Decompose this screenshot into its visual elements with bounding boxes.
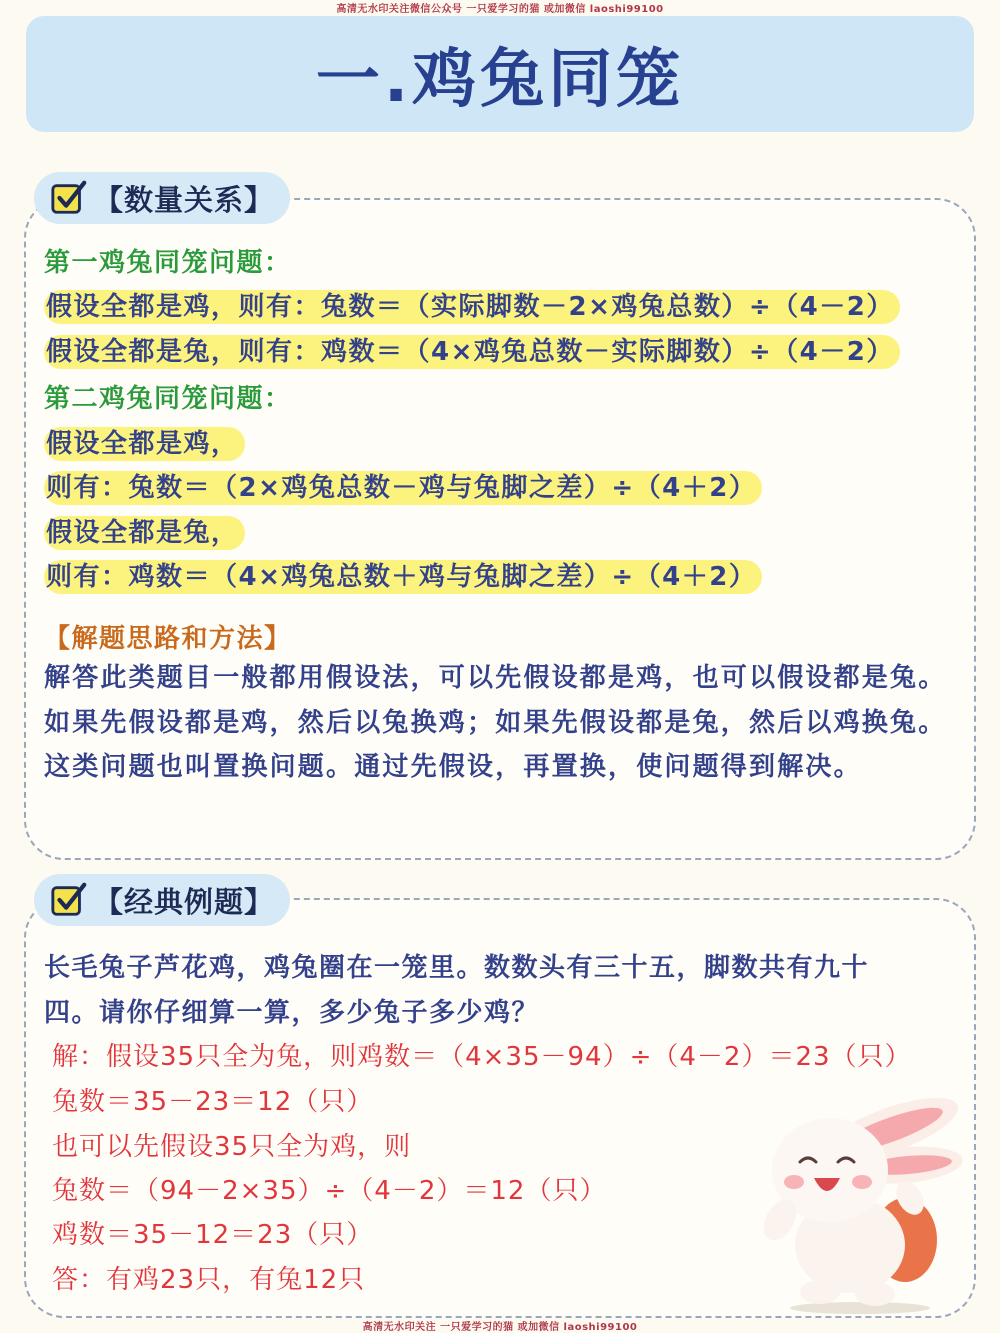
solution-line: 也可以先假设35只全为鸡，则 xyxy=(52,1132,412,1162)
heading-second-problem: 第二鸡兔同笼问题： xyxy=(44,384,292,414)
formula-second-rabbit: 则有：鸡数＝（4×鸡兔总数＋鸡与兔脚之差）÷（4＋2） xyxy=(44,560,762,594)
page-title: 一.鸡兔同笼 xyxy=(315,43,685,117)
checkbox-check-icon xyxy=(50,881,88,919)
watermark-bottom: 高清无水印关注 一只爱学习的猫 或加微信 laoshi99100 xyxy=(362,1322,638,1333)
answer-line: 答：有鸡23只，有兔12只 xyxy=(52,1265,366,1295)
method-heading: 【解题思路和方法】 xyxy=(44,624,292,654)
section-tag-label: 【数量关系】 xyxy=(94,182,275,217)
solution-line: 兔数＝35－23＝12（只） xyxy=(52,1087,374,1117)
solution-line: 解：假设35只全为兔，则鸡数＝（4×35－94）÷（4－2）＝23（只） xyxy=(52,1042,912,1072)
method-paragraph: 解答此类题目一般都用假设法，可以先假设都是鸡，也可以假设都是兔。如果先假设都是鸡，然后以兔换鸡；如果先假设都是兔，然后以鸡换兔。这类问题也叫置换问题。通过先假设，再置换，使问题得到解决。 xyxy=(44,663,947,782)
solution-line: 鸡数＝35－12＝23（只） xyxy=(52,1220,374,1250)
formula-second-chicken: 则有：兔数＝（2×鸡兔总数－鸡与兔脚之差）÷（4＋2） xyxy=(44,471,762,505)
formula-assume-rabbit: 假设全都是兔，则有：鸡数＝（4×鸡兔总数－实际脚数）÷（4－2） xyxy=(44,335,900,369)
heading-first-problem: 第一鸡兔同笼问题： xyxy=(44,248,292,278)
assume-rabbit-text: 假设全都是兔， xyxy=(44,516,245,550)
assume-chicken-text: 假设全都是鸡， xyxy=(44,427,245,461)
title-banner xyxy=(26,16,974,132)
checkbox-check-icon xyxy=(50,179,88,217)
section-tag-quantity xyxy=(34,172,290,224)
formula-assume-chicken: 假设全都是鸡，则有：兔数＝（实际脚数－2×鸡兔总数）÷（4－2） xyxy=(44,290,900,324)
solution-line: 兔数＝（94－2×35）÷（4－2）＝12（只） xyxy=(52,1176,607,1206)
section-tag-label: 【经典例题】 xyxy=(94,884,275,919)
watermark-top: 高清无水印关注微信公众号 一只爱学习的猫 或加微信 laoshi99100 xyxy=(336,4,664,15)
bunny-illustration-icon xyxy=(740,1070,980,1315)
section-tag-example xyxy=(34,874,290,926)
problem-line-1: 长毛兔子芦花鸡，鸡兔圈在一笼里。数数头有三十五，脚数共有九十 xyxy=(44,953,870,983)
problem-line-2: 四。请你仔细算一算，多少兔子多少鸡？ xyxy=(44,998,540,1028)
